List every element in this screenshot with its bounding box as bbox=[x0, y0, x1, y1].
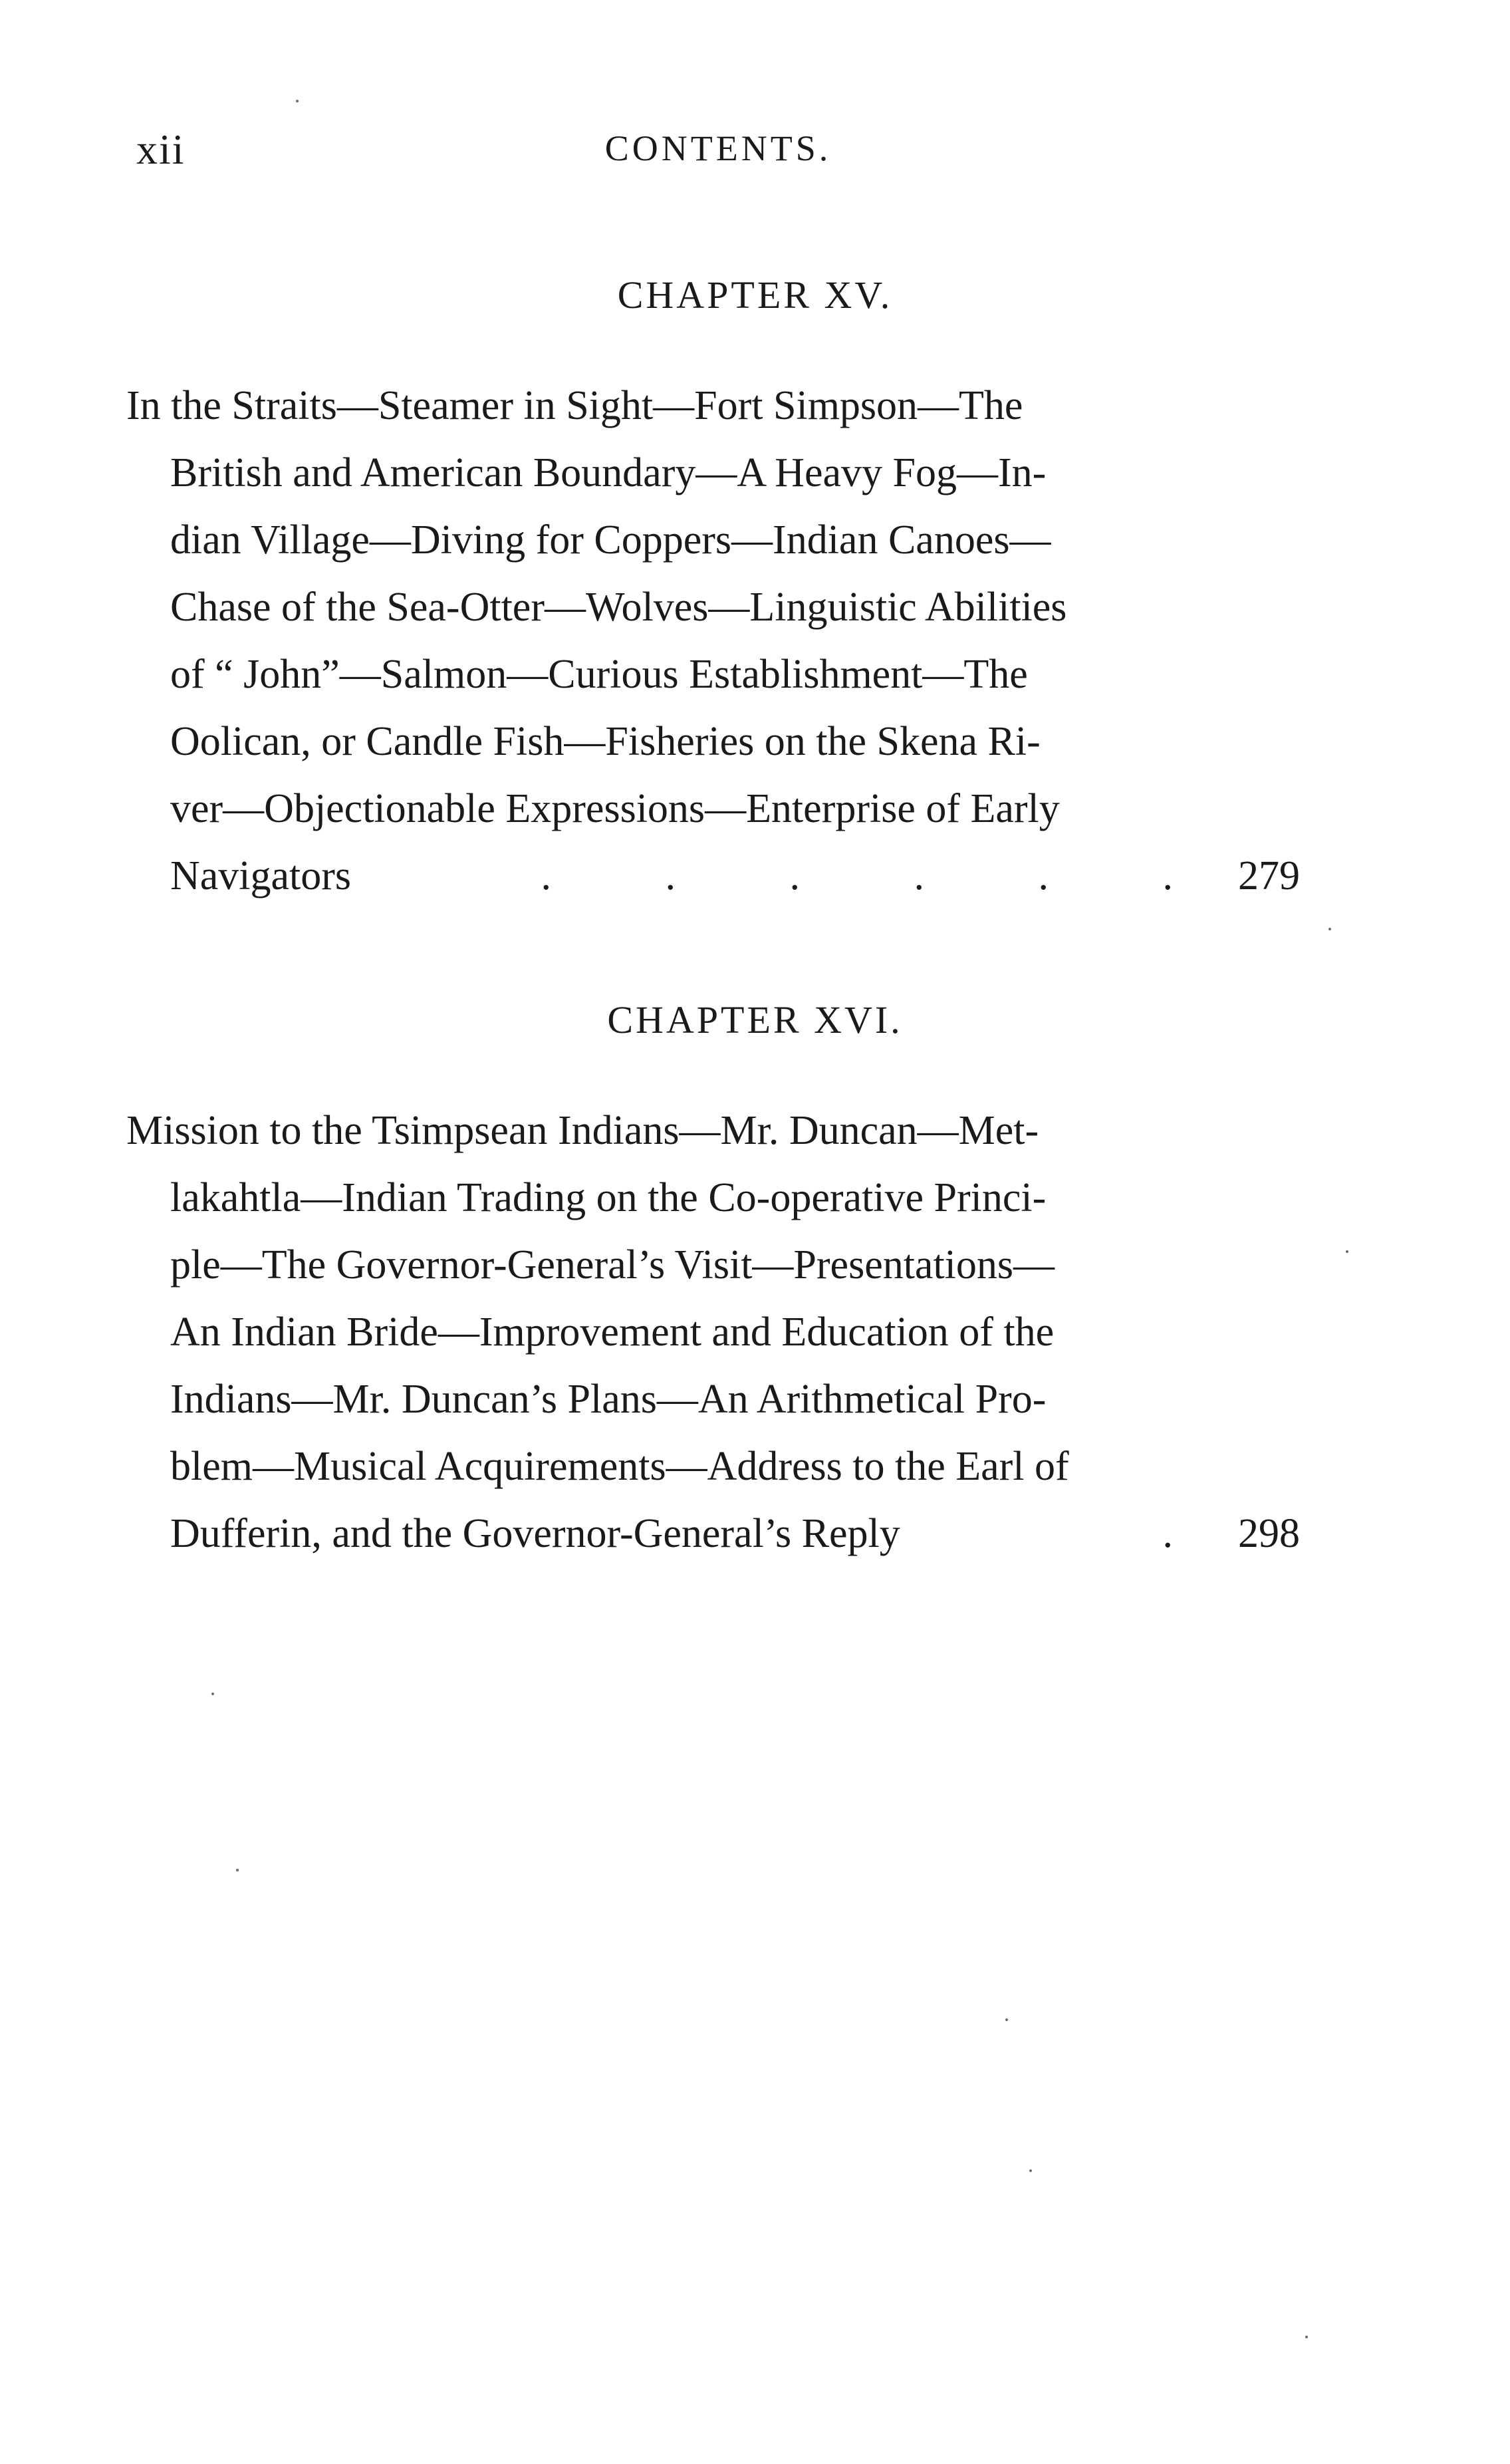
summary-line-text: Navigators bbox=[170, 853, 352, 898]
page-reference: 279 bbox=[1238, 853, 1300, 898]
speck bbox=[296, 100, 299, 102]
speck bbox=[1328, 928, 1331, 930]
summary-line-text: British and American Boundary—A Heavy Fog—In- bbox=[170, 450, 1047, 495]
chapter-heading: CHAPTER XVI. bbox=[607, 998, 903, 1041]
summary-line bbox=[126, 1232, 1300, 1299]
summary-line bbox=[126, 1433, 1300, 1500]
speck bbox=[1029, 2169, 1032, 2172]
summary-line-text: ple—The Governor-General’s Visit—Presentations— bbox=[170, 1242, 1055, 1288]
summary-line bbox=[126, 1164, 1300, 1232]
dot-leaders: . bbox=[1162, 1511, 1225, 1556]
summary-line-text: lakahtla—Indian Trading on the Co-operative Princi- bbox=[170, 1175, 1047, 1220]
page-header bbox=[136, 125, 1300, 178]
summary-line bbox=[126, 708, 1300, 775]
chapter-summary bbox=[126, 372, 1300, 910]
summary-line-text: blem—Musical Acquirements—Address to the Earl of bbox=[170, 1444, 1069, 1489]
chapter-heading: CHAPTER XV. bbox=[617, 273, 893, 317]
summary-line bbox=[126, 574, 1300, 641]
speck bbox=[1005, 2018, 1008, 2021]
summary-line-text: Dufferin, and the Governor-General’s Reply bbox=[170, 1511, 900, 1556]
summary-line bbox=[126, 507, 1300, 574]
summary-line bbox=[126, 1097, 1300, 1164]
summary-line bbox=[126, 641, 1300, 708]
summary-line-text: Indians—Mr. Duncan’s Plans—An Arithmetical Pro- bbox=[170, 1377, 1047, 1422]
speck bbox=[1346, 1250, 1348, 1253]
summary-line-text: dian Village—Diving for Coppers—Indian Canoes— bbox=[170, 517, 1051, 563]
page-reference: 298 bbox=[1238, 1511, 1300, 1556]
summary-line-text: Mission to the Tsimpsean Indians—Mr. Duncan—Met- bbox=[126, 1108, 1039, 1153]
speck bbox=[1305, 2336, 1308, 2338]
running-head: CONTENTS. bbox=[604, 128, 832, 168]
summary-line bbox=[126, 1366, 1300, 1433]
summary-line-text: In the Straits—Steamer in Sight—Fort Simpson—The bbox=[126, 383, 1023, 428]
chapter-summary bbox=[126, 1097, 1300, 1568]
speck bbox=[236, 1869, 239, 1871]
summary-line-text: Oolican, or Candle Fish—Fisheries on the Skena Ri- bbox=[170, 719, 1041, 764]
summary-line-text: of “ John”—Salmon—Curious Establishment—The bbox=[170, 652, 1028, 697]
summary-last-line bbox=[126, 843, 1300, 910]
summary-line bbox=[126, 372, 1300, 440]
summary-last-line bbox=[126, 1500, 1300, 1568]
dot-leaders: . . . . . . bbox=[541, 853, 1225, 898]
summary-line-text: ver—Objectionable Expressions—Enterprise of Early bbox=[170, 786, 1060, 831]
summary-line-text: Chase of the Sea-Otter—Wolves—Linguistic Abilities bbox=[170, 585, 1067, 630]
summary-line bbox=[126, 440, 1300, 507]
summary-line bbox=[126, 775, 1300, 843]
speck bbox=[211, 1693, 214, 1695]
summary-line-text: An Indian Bride—Improvement and Education of the bbox=[170, 1309, 1055, 1355]
summary-line bbox=[126, 1299, 1300, 1366]
page-number: xii bbox=[136, 126, 186, 173]
